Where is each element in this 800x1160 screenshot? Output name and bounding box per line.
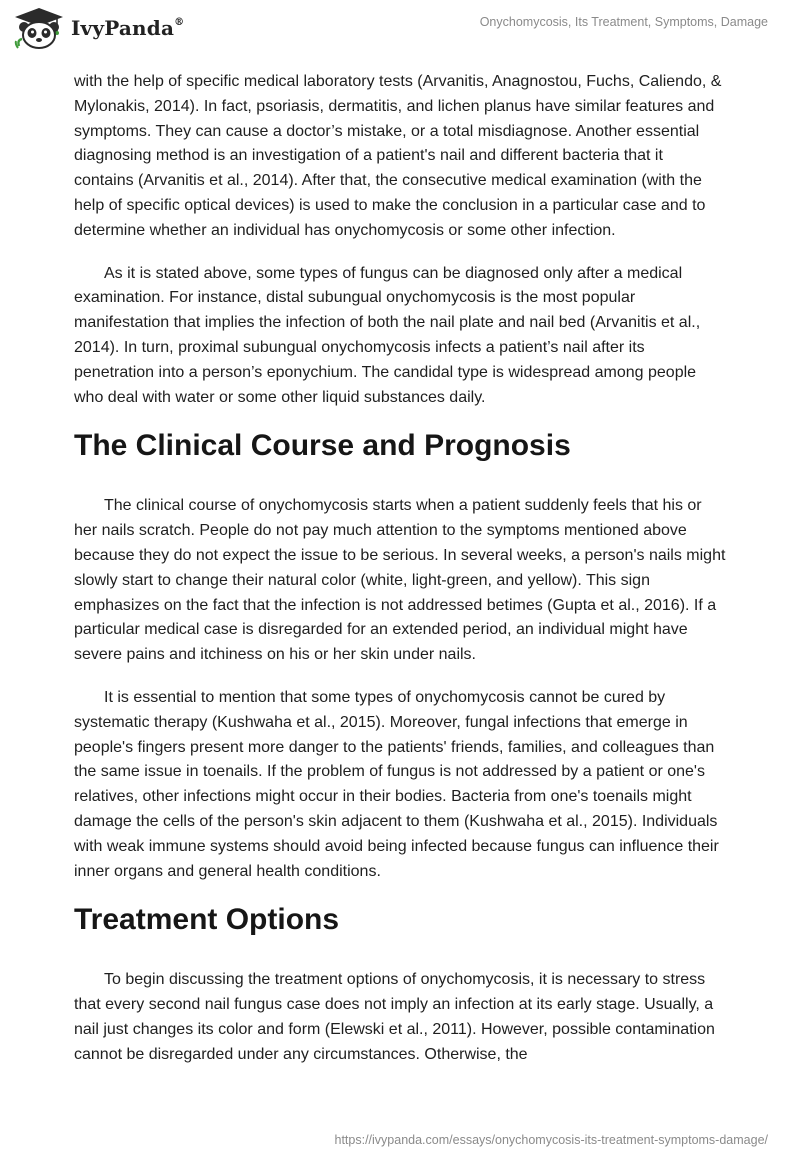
paragraph-fungus-types: As it is stated above, some types of fungus can be diagnosed only after a medical examination. For instance, distal subungual onychomycosis is the most popular manifestation that implies the infection of both the nail plate and nail bed (Arvanitis et al., 2014). In turn, proximal subungual onychomycosis infects a patient’s nail after its penetration into a person’s eponychium. The candidal type is widespread among people who deal with water or some other liquid substances daily. xyxy=(74,264,701,406)
essay-content xyxy=(74,70,726,1086)
document-title: Onychomycosis, Its Treatment, Symptoms, Damage xyxy=(479,15,768,29)
heading-clinical-course: The Clinical Course and Prognosis xyxy=(74,429,571,463)
paragraph-clinical-course: The clinical course of onychomycosis starts when a patient suddenly feels that his or her nails scratch. People do not pay much attention to the symptoms mentioned above because they do not expect the issue to be serious. In several weeks, a person's nails might slowly start to change their natural color (white, light-green, and yellow). This sign emphasizes on the fact that the infection is not addressed betimes (Gupta et al., 2016). If a particular medical case is disregarded for an extended period, an individual might have severe pains and itchiness on his or her skin under nails. xyxy=(74,497,726,664)
source-url[interactable]: https://ivypanda.com/essays/onychomycosis-its-treatment-symptoms-damage/ xyxy=(334,1133,768,1147)
paragraph-treatment: To begin discussing the treatment options of onychomycosis, it is necessary to stress that every second nail fungus case does not imply an infection at its early stage. Usually, a nail just changes its color and form (Elewski et al., 2011). However, possible contamination cannot be disregarded under any circumstances. Otherwise, the xyxy=(74,971,715,1063)
paragraph-diagnosis-continued: with the help of specific medical laboratory tests (Arvanitis, Anagnostou, Fuchs, Caliendo, & Mylonakis, 2014). In fact, psoriasis, dermatitis, and lichen planus have similar features and symptoms. They can cause a doctor’s mistake, or a total misdiagnose. Another essential diagnosing method is an investigation of a patient's nail and different bacteria that it contains (Arvanitis et al., 2014). After that, the consecutive medical examination (with the help of specific optical devices) is used to make the conclusion in a particular case and to determine whether an individual has onychomycosis or some other infection. xyxy=(74,73,722,239)
paragraph-prognosis: It is essential to mention that some types of onychomycosis cannot be cured by systematic therapy (Kushwaha et al., 2015). Moreover, fungal infections that emerge in people's fingers present more danger to the patients' friends, families, and colleagues than the same issue in toenails. If the problem of fungus is not addressed by a patient or one's relatives, other infections might occur in their bodies. Bacteria from one's toenails might damage the cells of the person's skin adjacent to them (Kushwaha et al., 2015). Individuals with weak immune systems should avoid being infected because fungus can influence their inner organs and general health conditions. xyxy=(74,688,719,880)
panda-graduate-icon xyxy=(13,6,65,50)
ivypanda-logo[interactable] xyxy=(13,6,184,50)
heading-treatment-options: Treatment Options xyxy=(74,903,340,937)
logo-wordmark: IvyPanda® xyxy=(71,16,185,40)
page-header xyxy=(0,0,800,60)
